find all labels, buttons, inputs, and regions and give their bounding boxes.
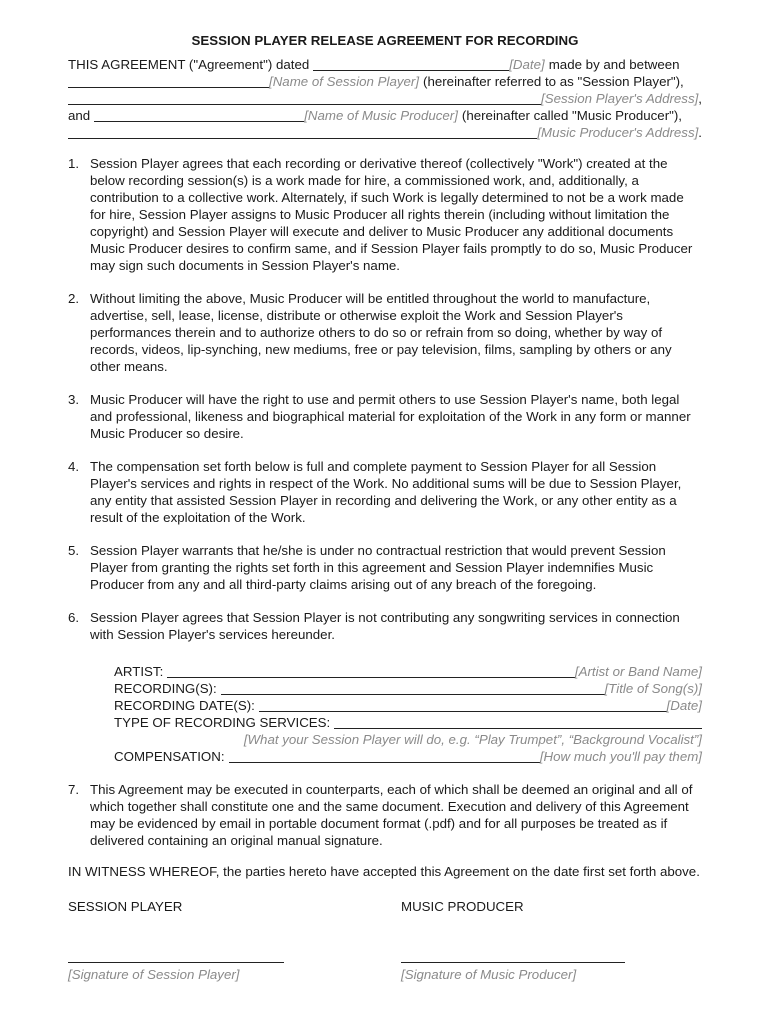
session-player-signature-placeholder: [Signature of Session Player]: [68, 967, 240, 982]
music-producer-signature-placeholder: [Signature of Music Producer]: [401, 967, 577, 982]
clause: [68, 155, 702, 274]
signature-headings: [68, 898, 702, 915]
producer-address-placeholder: [Music Producer's Address]: [537, 125, 699, 140]
artist-label: ARTIST:: [114, 664, 164, 679]
witness-statement: IN WITNESS WHEREOF, the parties hereto have accepted this Agreement on the date first set forth above.: [68, 864, 700, 879]
services-blank[interactable]: [334, 715, 702, 729]
clause-text: Session Player agrees that each recording or derivative thereof (collectively "Work") created at the below recording session(s) is a work made for hire, a commissioned work, and, additionally, a contribution to a collective work. Alternately, if such Work is legally determined to not be a work made for hire, Session Player assigns to Music Producer all rights therein (including without limitation the copyright) and Session Player will execute and deliver to Music Producer any additional documents Music Producer desires to confirm same, and if Session Player fails promptly to do so, Music Producer may sign such documents in Session Player's name.: [90, 156, 693, 273]
clause-number: 1.: [68, 156, 80, 171]
clause: [68, 391, 702, 442]
clause-text: The compensation set forth below is full and complete payment to Session Player for all Session Player's services and rights in respect of the Work. No additional sums will be due to Session Player, any entity that assisted Session Player in recording and delivering the Work, or any other entity as a result of the exploitation of the Work.: [90, 459, 682, 525]
clauses-list: [68, 155, 702, 849]
music-producer-signature-line: [401, 962, 625, 963]
clause-number: 3.: [68, 392, 80, 407]
recording-details: [114, 663, 702, 765]
producer-name-placeholder: [Name of Music Producer]: [304, 108, 458, 123]
producer-name-blank[interactable]: [94, 108, 304, 122]
services-label: TYPE OF RECORDING SERVICES:: [114, 715, 331, 730]
clause-text: Session Player agrees that Session Player is not contributing any songwriting services in connection with Session Player's services hereunder.: [90, 610, 680, 642]
player-name-suffix: (hereinafter referred to as "Session Player"),: [423, 74, 684, 89]
recording-placeholder: [Title of Song(s)]: [604, 681, 702, 696]
clause: [68, 458, 702, 526]
player-address-blank[interactable]: [68, 91, 541, 105]
dates-placeholder: [Date]: [666, 698, 702, 713]
intro-line-producer-name: [68, 107, 702, 124]
music-producer-signature[interactable]: [401, 962, 625, 983]
player-address-suffix: ,: [698, 91, 702, 106]
session-player-signature[interactable]: [68, 962, 284, 983]
player-name-placeholder: [Name of Session Player]: [269, 74, 420, 89]
clause-number: 6.: [68, 610, 80, 625]
intro-line-player-address: [68, 90, 702, 107]
producer-address-suffix: .: [698, 125, 702, 140]
compensation-label: COMPENSATION:: [114, 749, 225, 764]
intro-block: [68, 56, 702, 141]
clause-text: Without limiting the above, Music Producer will be entitled throughout the world to manufacture, advertise, sell, lease, license, distribute or otherwise exploit the Work and Session Player's performances therein and to authorize others to do so or refrain from so doing, whether by way of records, videos, lip-synching, new mediums, free or pay television, films, sampling by others or any other means.: [90, 291, 672, 374]
clause-number: 5.: [68, 543, 80, 558]
clause-number: 4.: [68, 459, 80, 474]
recording-label: RECORDING(S):: [114, 681, 217, 696]
artist-placeholder: [Artist or Band Name]: [574, 664, 702, 679]
producer-address-blank[interactable]: [68, 125, 537, 139]
clause-text: Session Player warrants that he/she is under no contractual restriction that would prevent Session Player from granting the rights set forth in this agreement and Session Player indemnifies Music Producer from any and all third-party claims arising out of any breach of the foregoing.: [90, 543, 666, 592]
services-field-row: [114, 714, 702, 731]
clause: [68, 781, 702, 849]
clause: [68, 542, 702, 593]
and-text: and: [68, 108, 91, 123]
dates-label: RECORDING DATE(S):: [114, 698, 255, 713]
session-player-signature-line: [68, 962, 284, 963]
date-blank[interactable]: [313, 57, 509, 71]
services-placeholder-row: [114, 731, 702, 748]
clause: [68, 290, 702, 375]
dates-blank[interactable]: [259, 698, 667, 712]
artist-field-row: [114, 663, 702, 680]
clause: [68, 609, 702, 765]
recording-blank[interactable]: [221, 681, 605, 695]
compensation-placeholder: [How much you'll pay them]: [539, 749, 702, 764]
session-player-heading: SESSION PLAYER: [68, 899, 183, 914]
clause-number: 7.: [68, 782, 80, 797]
compensation-blank[interactable]: [229, 749, 540, 763]
document-title: SESSION PLAYER RELEASE AGREEMENT FOR RECORDING: [191, 33, 579, 48]
intro-line-producer-address: [68, 124, 702, 141]
clause-text: This Agreement may be executed in counterparts, each of which shall be deemed an original and all of which together shall constitute one and the same document. Execution and delivery of this Agreement may be evidenced by email in portable document format (.pdf) and for all purposes be treated as if delivered containing an original manual signature.: [90, 782, 693, 848]
document-page: [68, 32, 702, 915]
services-placeholder: [What your Session Player will do, e.g. “Play Trumpet”, “Background Vocalist”]: [243, 732, 702, 747]
recording-field-row: [114, 680, 702, 697]
intro-text: THIS AGREEMENT ("Agreement") dated: [68, 57, 310, 72]
music-producer-heading: MUSIC PRODUCER: [401, 899, 524, 914]
player-name-blank[interactable]: [68, 74, 269, 88]
intro-text-suffix: made by and between: [548, 57, 680, 72]
clause-text: Music Producer will have the right to use and permit others to use Session Player's name, both legal and professional, likeness and biographical material for exploitation of the Work in any form or manner Music Producer so desire.: [90, 392, 691, 441]
compensation-field-row: [114, 748, 702, 765]
intro-line-player-name: [68, 73, 702, 90]
clause-number: 2.: [68, 291, 80, 306]
date-placeholder: [Date]: [509, 57, 545, 72]
intro-line-date: [68, 56, 702, 73]
player-address-placeholder: [Session Player's Address]: [541, 91, 699, 106]
producer-name-suffix: (hereinafter called "Music Producer"),: [461, 108, 682, 123]
dates-field-row: [114, 697, 702, 714]
artist-blank[interactable]: [167, 664, 575, 678]
